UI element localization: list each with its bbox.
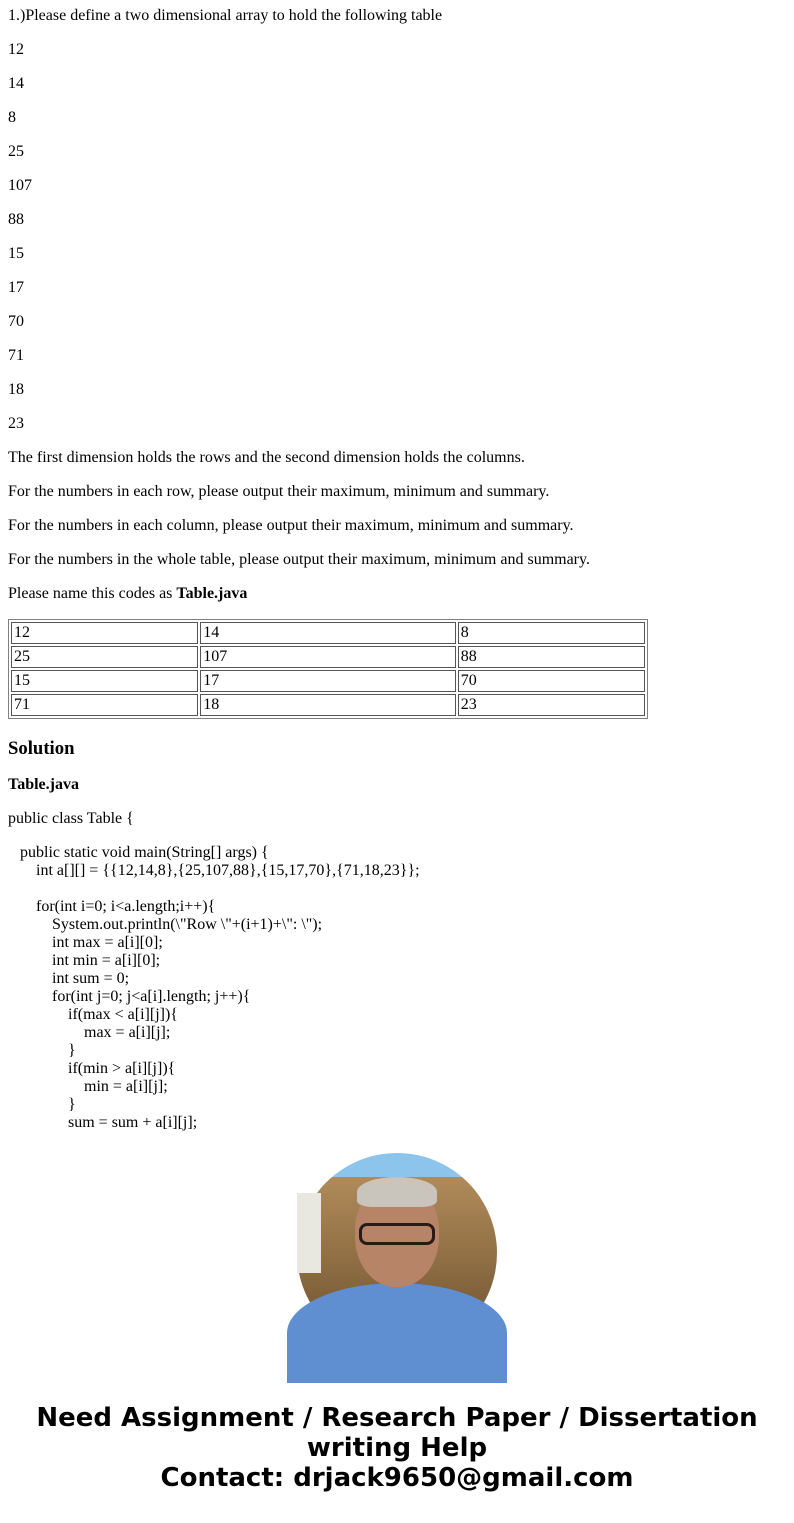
data-table (8, 619, 648, 719)
code-block (8, 844, 786, 1131)
table-row (11, 670, 645, 692)
file-name-instruction (8, 585, 786, 603)
question-intro: 1.)Please define a two dimensional array to hold the following table (8, 7, 443, 24)
author-avatar (297, 1153, 497, 1353)
value-item: 15 (8, 245, 24, 262)
value-item: 14 (8, 75, 24, 92)
instruction-line: For the numbers in each row, please output their maximum, minimum and summary. (8, 483, 550, 500)
code-line: int max = a[i][0]; (8, 934, 163, 951)
code-line: if(max < a[i][j]){ (8, 1006, 178, 1023)
code-line: for(int i=0; i<a.length;i++){ (8, 898, 216, 915)
code-line: int min = a[i][0]; (8, 952, 161, 969)
table-cell: 88 (458, 646, 645, 668)
code-line: public static void main(String[] args) { (8, 844, 269, 861)
code-line: max = a[i][j]; (8, 1024, 171, 1041)
table-row (11, 622, 645, 644)
value-item: 12 (8, 41, 24, 58)
promo-contact: Contact: drjack9650@gmail.com (160, 1463, 634, 1493)
code-line: } (8, 1042, 76, 1059)
table-cell: 71 (11, 694, 198, 716)
table-cell: 18 (200, 694, 455, 716)
code-line: for(int j=0; j<a[i].length; j++){ (8, 988, 251, 1005)
value-item: 71 (8, 347, 24, 364)
code-line: sum = sum + a[i][j]; (8, 1114, 198, 1131)
avatar-shirt (287, 1283, 507, 1383)
avatar-background (297, 1193, 321, 1273)
value-item: 70 (8, 313, 24, 330)
value-item: 17 (8, 279, 24, 296)
value-item: 107 (8, 177, 32, 194)
solution-filename (8, 776, 786, 794)
table-cell: 8 (458, 622, 645, 644)
solution-heading: Solution (8, 738, 75, 759)
code-line: System.out.println(\"Row \"+(i+1)+\": \"); (8, 916, 323, 933)
class-declaration: public class Table { (8, 810, 134, 827)
value-item: 18 (8, 381, 24, 398)
table-row (11, 694, 645, 716)
table-cell: 14 (200, 622, 455, 644)
value-item: 88 (8, 211, 24, 228)
table-cell: 70 (458, 670, 645, 692)
table-cell: 17 (200, 670, 455, 692)
table-cell: 107 (200, 646, 455, 668)
instruction-line: For the numbers in the whole table, please output their maximum, minimum and summary. (8, 551, 590, 568)
promo-banner (0, 1403, 794, 1493)
document (8, 0, 786, 1131)
code-line: int a[][] = {{12,14,8},{25,107,88},{15,17,70},{71,18,23}}; (8, 862, 420, 879)
table-cell: 15 (11, 670, 198, 692)
promo-line: writing Help (306, 1433, 488, 1463)
table-cell: 12 (11, 622, 198, 644)
avatar-glasses (359, 1223, 435, 1245)
file-name: Table.java (176, 585, 248, 602)
instruction-line: The first dimension holds the rows and the second dimension holds the columns. (8, 449, 525, 466)
avatar-hair (357, 1177, 437, 1207)
code-line: } (8, 1096, 76, 1113)
value-item: 23 (8, 415, 24, 432)
promo-line: Need Assignment / Research Paper / Dissertation (36, 1403, 758, 1433)
instruction-line: For the numbers in each column, please output their maximum, minimum and summary. (8, 517, 574, 534)
value-item: 8 (8, 109, 16, 126)
file-name-prefix: Please name this codes as (8, 585, 177, 602)
value-list (8, 41, 786, 433)
value-item: 25 (8, 143, 24, 160)
code-line (8, 880, 786, 898)
table-cell: 25 (11, 646, 198, 668)
code-line: if(min > a[i][j]){ (8, 1060, 176, 1077)
table-cell: 23 (458, 694, 645, 716)
code-line: int sum = 0; (8, 970, 130, 987)
solution-filename-text: Table.java (8, 776, 79, 793)
code-line: min = a[i][j]; (8, 1078, 168, 1095)
table-row (11, 646, 645, 668)
